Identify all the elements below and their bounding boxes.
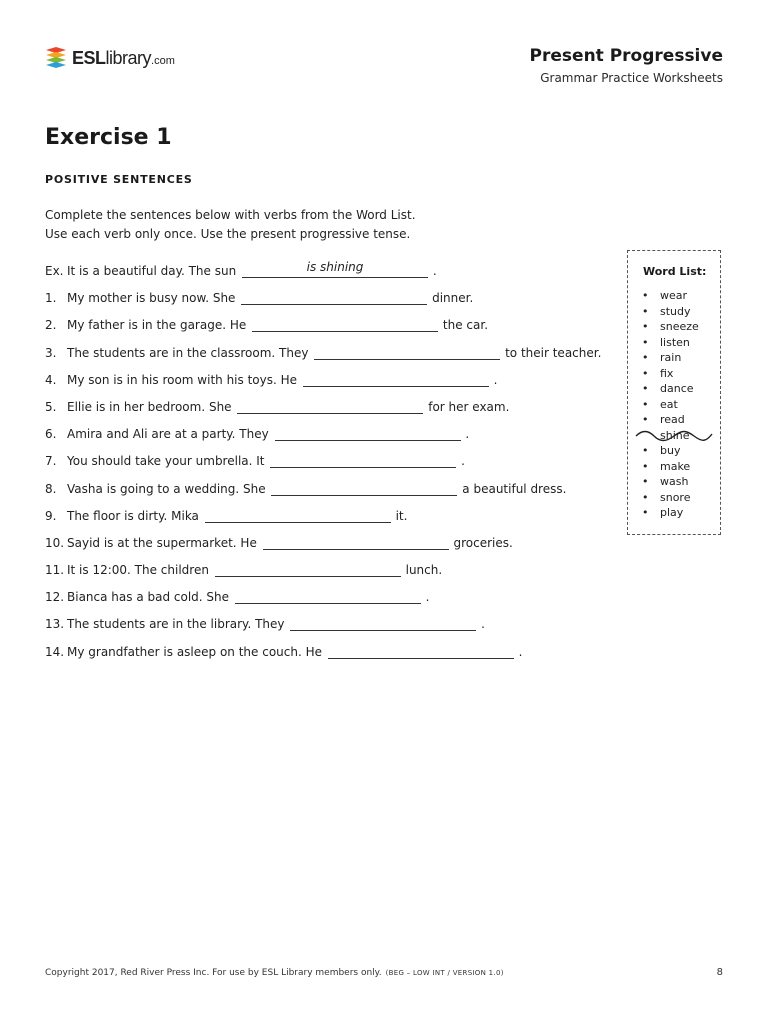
item-number: Ex. bbox=[45, 264, 64, 278]
sentence-before: Amira and Ali are at a party. They bbox=[67, 427, 269, 442]
answer-blank[interactable] bbox=[237, 399, 423, 414]
level-version: (BEG – LOW INT / VERSION 1.0) bbox=[385, 969, 504, 977]
answer-blank[interactable] bbox=[235, 589, 421, 604]
item-number: 12. bbox=[45, 590, 65, 605]
sentence-item bbox=[45, 508, 615, 535]
sentence-item bbox=[45, 481, 615, 508]
sentence-after: dinner. bbox=[432, 291, 474, 306]
word: play bbox=[660, 506, 684, 519]
answer-blank[interactable] bbox=[271, 481, 457, 496]
item-number: 10. bbox=[45, 535, 65, 550]
bullet: • bbox=[642, 335, 649, 349]
word: wash bbox=[660, 475, 689, 488]
answer-blank[interactable] bbox=[205, 508, 391, 523]
item-number: 6. bbox=[45, 427, 57, 442]
item-number: 11. bbox=[45, 563, 65, 578]
sentence-after: . bbox=[461, 454, 465, 469]
bullet: • bbox=[642, 304, 649, 318]
sentence-item bbox=[45, 317, 615, 344]
sentence-text bbox=[67, 589, 430, 605]
sentence-text bbox=[67, 481, 566, 497]
sentence-text bbox=[67, 644, 523, 660]
word-list-title: Word List: bbox=[643, 265, 707, 278]
answer-blank[interactable] bbox=[263, 535, 449, 550]
answer-blank[interactable] bbox=[275, 426, 461, 441]
answer-blank[interactable] bbox=[270, 453, 456, 468]
sentence-text bbox=[67, 616, 485, 632]
item-number: 4. bbox=[45, 372, 57, 387]
sentence-before: My son is in his room with his toys. He bbox=[67, 372, 298, 387]
copyright-text: Copyright 2017, Red River Press Inc. For use by ESL Library members only. bbox=[45, 968, 382, 978]
book-stack-icon bbox=[45, 46, 67, 70]
sentence-item bbox=[45, 589, 615, 616]
sentence-text bbox=[67, 453, 465, 469]
word: eat bbox=[660, 397, 678, 411]
logo-text: ESLlibrary.com bbox=[72, 48, 175, 68]
bullet: • bbox=[642, 444, 649, 457]
word-crossed-out: shine bbox=[660, 428, 690, 442]
sentence-before: It is 12:00. The children bbox=[67, 563, 209, 578]
item-number: 7. bbox=[45, 454, 57, 469]
word: buy bbox=[660, 444, 681, 457]
page-number: 8 bbox=[716, 967, 723, 978]
word: read bbox=[660, 413, 685, 426]
worksheet-title: Present Progressive bbox=[529, 46, 723, 66]
item-number: 9. bbox=[45, 508, 57, 523]
sentence-item bbox=[45, 562, 615, 589]
sentence-after: . bbox=[518, 644, 523, 659]
sentence-before: It is a beautiful day. The sun bbox=[67, 264, 237, 278]
word: snore bbox=[660, 490, 691, 504]
sentence-before: My father is in the garage. He bbox=[67, 318, 247, 333]
sentence-list bbox=[45, 260, 615, 671]
item-number: 13. bbox=[45, 617, 65, 632]
sentence-text bbox=[67, 372, 498, 388]
instruction-line: Use each verb only once. Use the present progressive tense. bbox=[45, 227, 411, 241]
word: make bbox=[660, 459, 691, 473]
item-number: 3. bbox=[45, 345, 57, 360]
bullet: • bbox=[642, 382, 649, 395]
sentence-after: to their teacher. bbox=[505, 345, 602, 360]
sentence-before: The students are in the classroom. They bbox=[67, 345, 309, 360]
sentence-after: lunch. bbox=[405, 563, 443, 578]
sentence-item bbox=[45, 453, 615, 480]
bullet: • bbox=[642, 459, 649, 473]
sentence-after: . bbox=[465, 427, 470, 442]
sentence-after: . bbox=[432, 264, 437, 278]
exercise-title: Exercise 1 bbox=[45, 125, 172, 150]
sentence-before: Bianca has a bad cold. She bbox=[67, 590, 230, 605]
bullet: • bbox=[642, 397, 649, 411]
word: dance bbox=[660, 382, 694, 395]
word: listen bbox=[660, 335, 690, 349]
sentence-after: . bbox=[481, 617, 485, 632]
sentence-item bbox=[45, 644, 615, 671]
sentence-before: Vasha is going to a wedding. She bbox=[67, 481, 266, 496]
instruction-line: Complete the sentences below with verbs from the Word List. bbox=[45, 208, 416, 222]
answer-blank bbox=[242, 260, 428, 278]
word: study bbox=[660, 304, 691, 318]
answer-blank[interactable] bbox=[290, 616, 476, 631]
sentence-text bbox=[67, 508, 407, 524]
sentence-before: The students are in the library. They bbox=[67, 617, 285, 632]
sentence-item bbox=[45, 290, 615, 317]
word: wear bbox=[660, 289, 688, 302]
footer-copyright bbox=[45, 968, 504, 978]
sentence-before: Ellie is in her bedroom. She bbox=[67, 399, 232, 414]
sentence-text bbox=[67, 426, 469, 442]
sentence-after: for her exam. bbox=[428, 399, 510, 414]
sentence-before: You should take your umbrella. It bbox=[67, 454, 265, 469]
sentence-text bbox=[67, 562, 442, 578]
sentence-after: it. bbox=[395, 508, 408, 523]
word: fix bbox=[660, 366, 674, 380]
example-sentence bbox=[45, 260, 615, 290]
sentence-item bbox=[45, 399, 615, 426]
answer-blank[interactable] bbox=[252, 317, 438, 332]
sentence-item bbox=[45, 372, 615, 399]
item-number: 14. bbox=[45, 644, 65, 659]
worksheet-subtitle: Grammar Practice Worksheets bbox=[540, 71, 723, 85]
sentence-after: groceries. bbox=[453, 535, 513, 550]
sentence-before: Sayid is at the supermarket. He bbox=[67, 535, 257, 550]
bullet: • bbox=[642, 351, 649, 364]
answer-blank[interactable] bbox=[314, 345, 500, 360]
sentence-item bbox=[45, 535, 615, 562]
answer-blank[interactable] bbox=[241, 290, 427, 305]
sentence-text bbox=[67, 535, 513, 551]
sentence-text bbox=[67, 260, 437, 279]
item-number: 8. bbox=[45, 481, 57, 496]
sentence-text bbox=[67, 317, 488, 333]
sentence-after: a beautiful dress. bbox=[462, 481, 567, 496]
sentence-after: . bbox=[493, 372, 498, 387]
item-number: 5. bbox=[45, 399, 57, 414]
word: sneeze bbox=[660, 320, 699, 333]
sentence-item bbox=[45, 426, 615, 453]
word: rain bbox=[660, 351, 682, 364]
answer-blank[interactable] bbox=[303, 372, 489, 387]
sentence-before: The floor is dirty. Mika bbox=[67, 508, 199, 523]
bullet: • bbox=[642, 506, 649, 519]
answer-blank[interactable] bbox=[215, 562, 401, 577]
sentence-before: My mother is busy now. She bbox=[67, 291, 236, 306]
section-heading: POSITIVE SENTENCES bbox=[45, 173, 193, 186]
sentence-after: . bbox=[425, 590, 430, 605]
sentence-item bbox=[45, 616, 615, 643]
bullet: • bbox=[642, 475, 649, 488]
sentence-after: the car. bbox=[442, 318, 489, 333]
bullet: • bbox=[642, 320, 649, 333]
word-list-box bbox=[627, 250, 721, 535]
sentence-before: My grandfather is asleep on the couch. He bbox=[67, 644, 323, 659]
item-number: 1. bbox=[45, 291, 57, 306]
sentence-text bbox=[67, 345, 601, 361]
bullet: • bbox=[642, 490, 649, 504]
example-answer: is shining bbox=[306, 260, 364, 274]
bullet: • bbox=[642, 413, 649, 426]
bullet: • bbox=[642, 366, 649, 380]
item-number: 2. bbox=[45, 318, 57, 333]
answer-blank[interactable] bbox=[328, 644, 514, 659]
sentence-text bbox=[67, 290, 473, 306]
esl-library-logo bbox=[45, 44, 175, 72]
sentence-item bbox=[45, 345, 615, 372]
bullet: • bbox=[642, 289, 649, 302]
sentence-text bbox=[67, 399, 509, 415]
